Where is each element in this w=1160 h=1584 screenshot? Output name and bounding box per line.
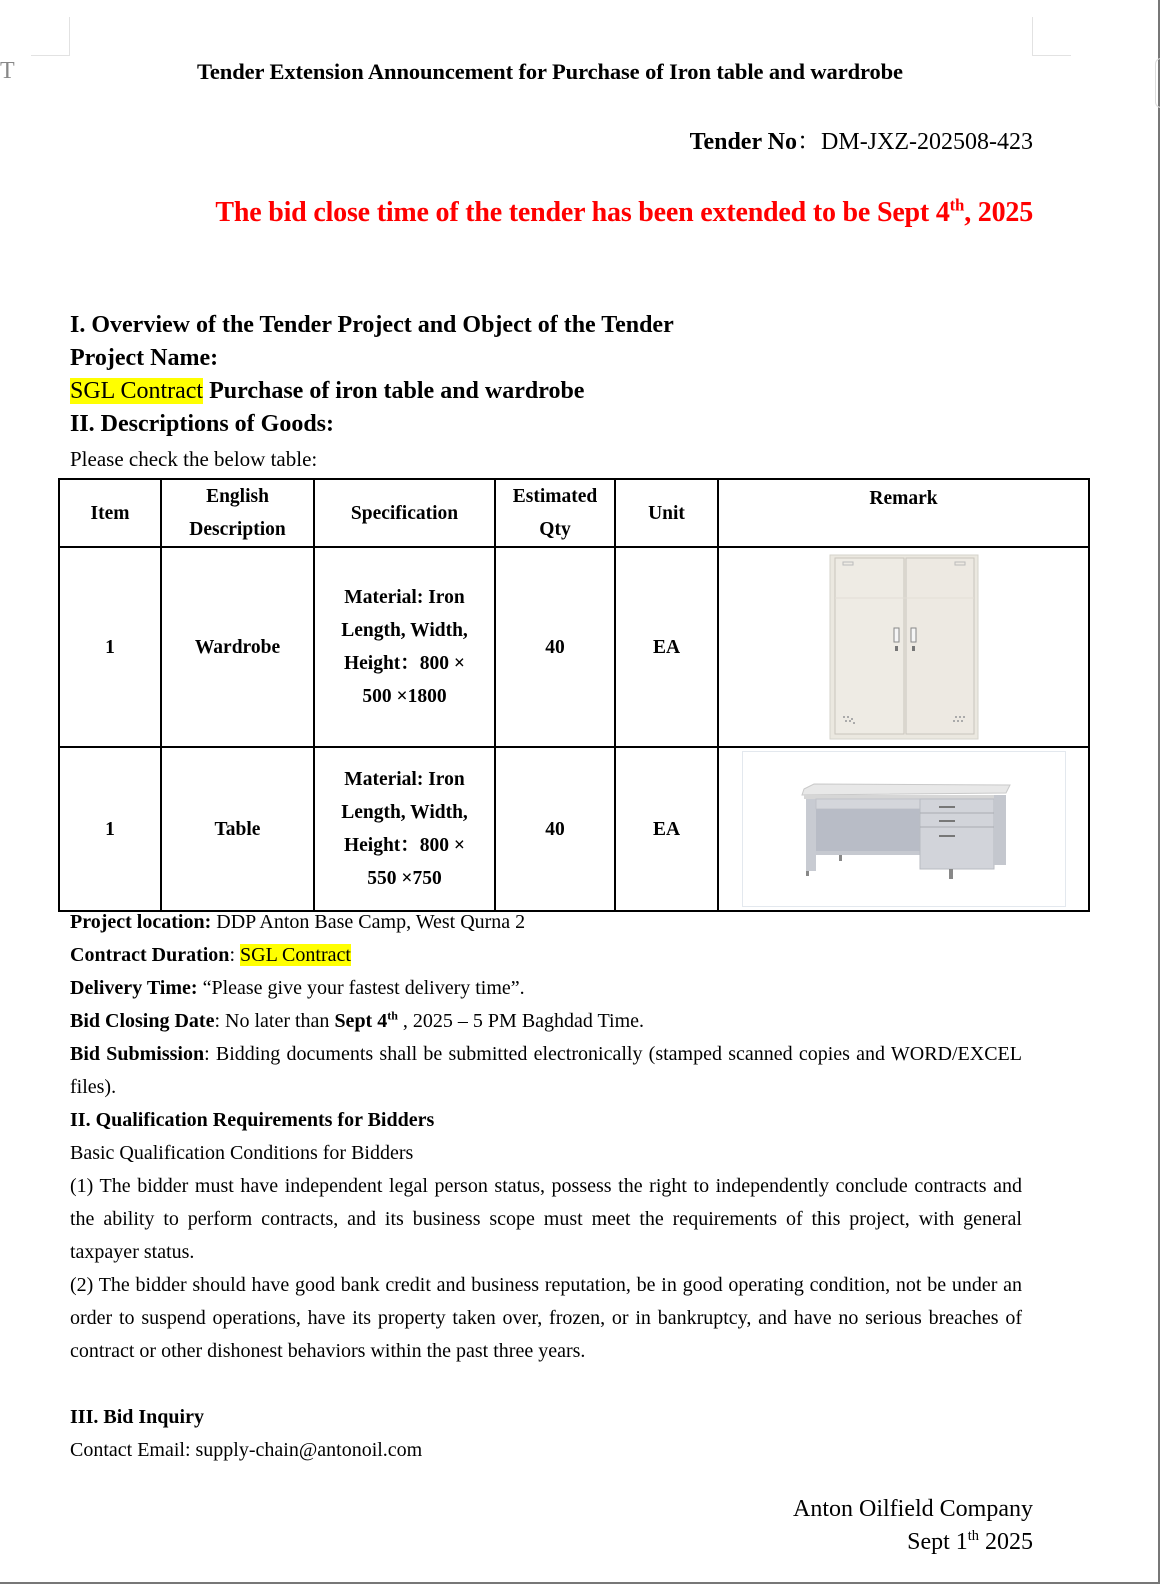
wardrobe-image: [829, 554, 979, 740]
delivery-time: [70, 972, 1022, 1005]
extension-notice: [215, 197, 1033, 229]
qualification-heading-text: II. Qualification Requirements for Bidders: [70, 1109, 435, 1131]
cell-unit: EA: [615, 747, 718, 911]
cell-item: 1: [59, 747, 161, 911]
delivery-time-value: “Please give your fastest delivery time”.: [197, 977, 525, 999]
cell-specification: [314, 747, 495, 911]
qualification-subheading: Basic Qualification Conditions for Bidders: [70, 1142, 414, 1164]
project-name-label: Project Name:: [70, 345, 219, 371]
project-name: [70, 378, 584, 405]
contract-duration-value: SGL Contract: [240, 944, 351, 966]
cell-qty: 40: [495, 747, 615, 911]
inquiry-heading: [70, 1401, 1022, 1434]
bid-closing-date-bold: Sept 4: [334, 1010, 388, 1032]
bid-closing-sup: th: [387, 1008, 398, 1023]
header-item: Item: [59, 479, 161, 547]
signature-date: [907, 1529, 1033, 1556]
table-header-row: [59, 479, 1089, 547]
document-title: Tender Extension Announcement for Purchase of Iron table and wardrobe: [197, 59, 903, 84]
delivery-time-label: Delivery Time:: [70, 977, 198, 999]
header-qty-line2: Qty: [539, 519, 571, 540]
spec-line: Length, Width,: [341, 802, 468, 823]
inquiry-heading-text: III. Bid Inquiry: [70, 1406, 204, 1428]
cell-unit: EA: [615, 547, 718, 747]
extension-notice-tail: , 2025: [964, 197, 1033, 228]
contact-email: Contact Email: supply-chain@antonoil.com: [70, 1439, 423, 1461]
cell-description: Table: [161, 747, 314, 911]
spec-line: Height：800 ×: [343, 653, 466, 674]
bid-closing-post: , 2025 – 5 PM Baghdad Time.: [397, 1010, 645, 1032]
section1-heading: I. Overview of the Tender Project and Object of the Tender: [70, 312, 674, 338]
table-row: [59, 547, 1089, 747]
signature-company: Anton Oilfield Company: [793, 1496, 1033, 1522]
header-qty-line1: Estimated: [512, 486, 598, 507]
bid-submission-value: : Bidding documents shall be submitted electronically (stamped scanned copies and WORD/EXCEL files).: [70, 1043, 1022, 1098]
cell-qty: 40: [495, 547, 615, 747]
project-location-value: DDP Anton Base Camp, West Qurna 2: [211, 911, 526, 933]
signature-date-pre: Sept 1: [907, 1529, 968, 1555]
header-unit: Unit: [615, 479, 718, 547]
bid-submission: [70, 1038, 1022, 1104]
cell-specification: [314, 547, 495, 747]
spec-line: 500 ×1800: [362, 686, 447, 707]
header-specification: Specification: [314, 479, 495, 547]
margin-corner-top-right: [1032, 17, 1071, 56]
project-location: [70, 906, 1022, 939]
cell-item: 1: [59, 547, 161, 747]
tender-number-label: Tender No: [689, 129, 798, 155]
signature-date-post: 2025: [979, 1529, 1033, 1555]
cell-description: Wardrobe: [161, 547, 314, 747]
header-description-line2: Description: [189, 519, 286, 540]
qualification-item-2: (2) The bidder should have good bank credit and business reputation, be in good operating condition, not be under an order to suspend operations, have its property taken over, frozen, or in bankruptcy, and have no serious breaches of contract or other dishonest behaviors within the past three years.: [70, 1274, 1022, 1362]
table-row: [59, 747, 1089, 911]
signature-date-sup: th: [967, 1528, 979, 1544]
header-qty: [495, 479, 615, 547]
header-description-line1: English: [206, 486, 269, 507]
desk-image: [742, 751, 1066, 907]
margin-corner-top-left: [31, 17, 70, 56]
bid-submission-label: Bid Submission: [70, 1043, 205, 1065]
cell-remark: [718, 747, 1089, 911]
contract-duration: [70, 939, 1022, 972]
qualification-item-1: (1) The bidder must have independent legal person status, possess the right to independently conclude contracts and the ability to perform contracts, and its business scope must meet the requirements of this project, with general taxpayer status.: [70, 1175, 1022, 1263]
project-name-highlight: SGL Contract: [70, 378, 204, 404]
tender-number-value: DM-JXZ-202508-423: [821, 129, 1033, 155]
scrollbar-handle[interactable]: [1155, 58, 1160, 108]
goods-table: [58, 478, 1090, 912]
tender-number-sep: ：: [797, 129, 822, 155]
extension-notice-sup: th: [949, 195, 965, 215]
spec-line: Height：800 ×: [343, 835, 466, 856]
bid-closing-date: [70, 1005, 1022, 1038]
project-location-label: Project location:: [70, 911, 212, 933]
header-remark: Remark: [718, 479, 1089, 547]
cell-remark: [718, 547, 1089, 747]
spec-line: Material: Iron: [344, 587, 465, 608]
qualification-heading: [70, 1104, 1022, 1137]
bid-closing-pre: : No later than: [214, 1010, 335, 1032]
extension-notice-text: The bid close time of the tender has been extended to be Sept 4: [215, 197, 950, 228]
bid-closing-label: Bid Closing Date: [70, 1010, 215, 1032]
side-marker: T: [0, 58, 15, 84]
header-description: [161, 479, 314, 547]
spec-line: Length, Width,: [341, 620, 468, 641]
section2-heading: II. Descriptions of Goods:: [70, 411, 335, 437]
table-intro: Please check the below table:: [70, 447, 318, 471]
tender-number: [690, 121, 1033, 156]
contract-duration-label: Contract Duration: [70, 944, 230, 966]
project-name-rest: Purchase of iron table and wardrobe: [203, 378, 585, 404]
spec-line: 550 ×750: [367, 868, 442, 889]
contract-duration-sep: :: [229, 944, 240, 966]
spec-line: Material: Iron: [344, 769, 465, 790]
